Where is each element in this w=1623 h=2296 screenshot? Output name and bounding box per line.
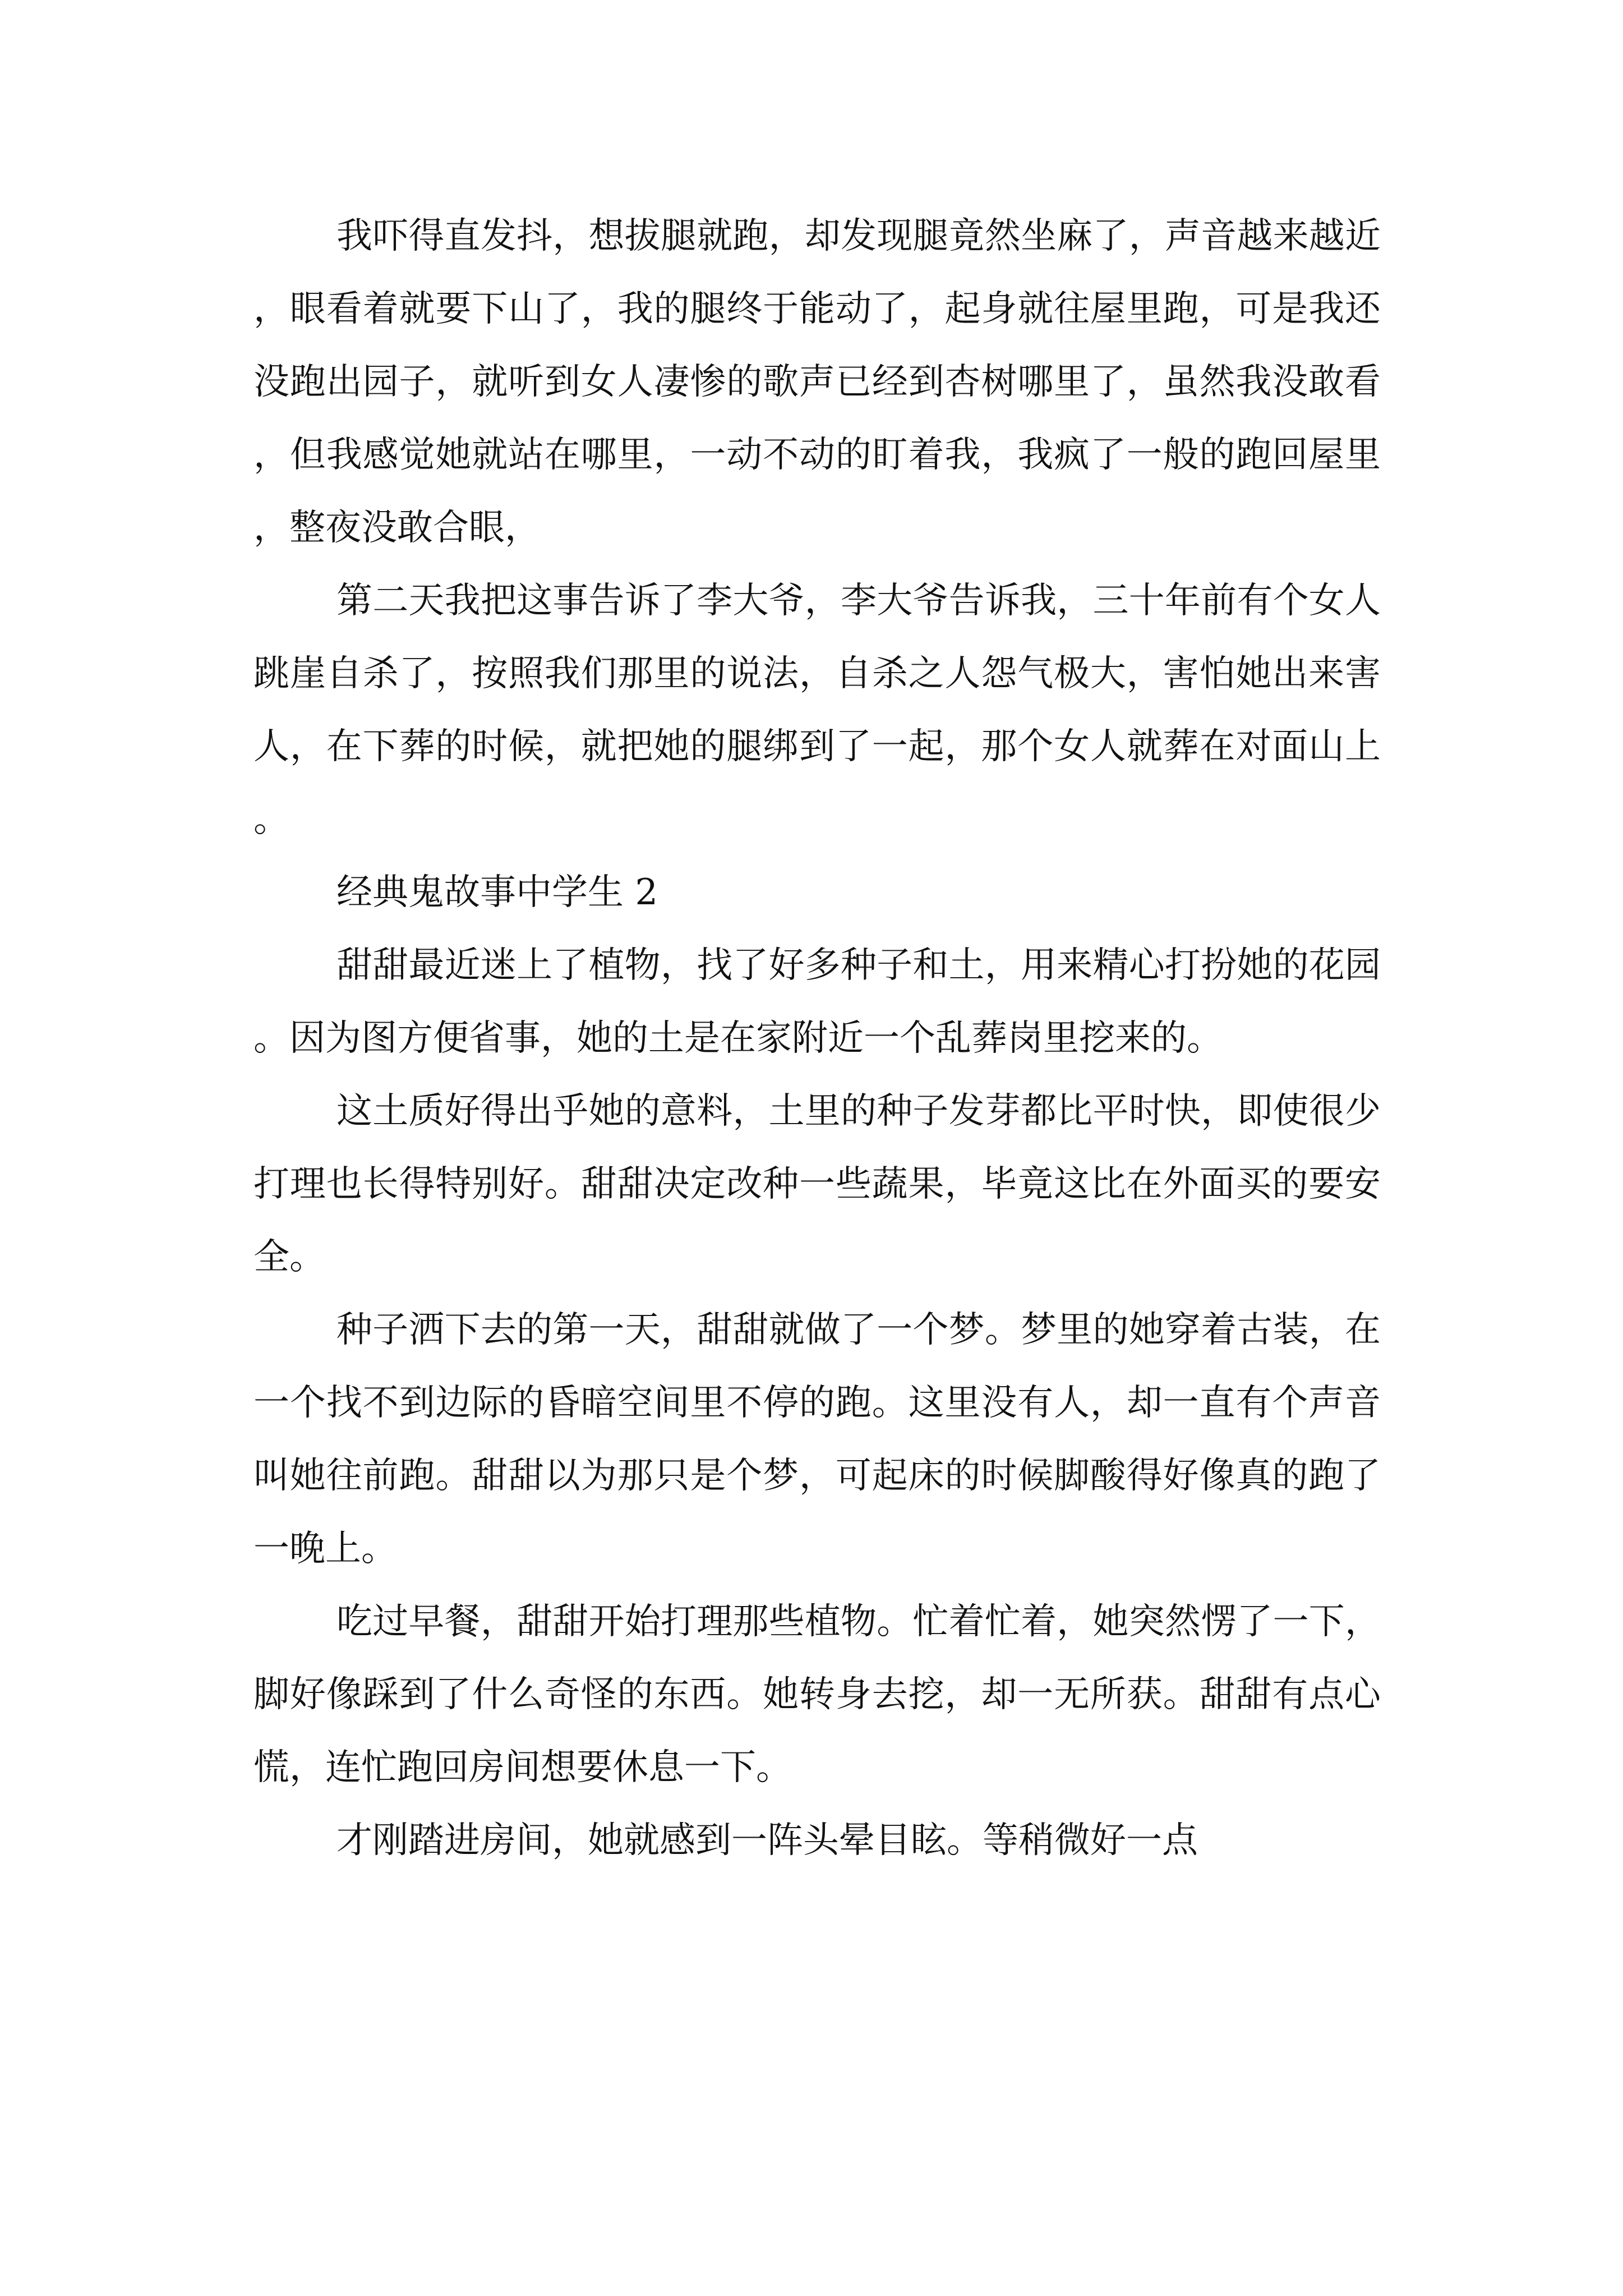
paragraph: 甜甜最近迷上了植物，找了好多种子和土，用来精心打扮她的花园。因为图方便省事，她的土是在家附近一个乱葬岗里挖来的。 — [253, 945, 1381, 1059]
section-heading: 经典鬼故事中学生 2 — [336, 872, 658, 913]
paragraph: 第二天我把这事告诉了李大爷，李大爷告诉我，三十年前有个女人跳崖自杀了，按照我们那里的说法，自杀之人怨气极大，害怕她出来害人，在下葬的时候，就把她的腿绑到了一起，那个女人就葬在对面山上。 — [253, 580, 1381, 840]
document-body — [253, 200, 1381, 1877]
paragraph: 我吓得直发抖，想拔腿就跑，却发现腿竟然坐麻了，声音越来越近，眼看着就要下山了，我的腿终于能动了，起身就往屋里跑，可是我还没跑出园子，就听到女人凄惨的歌声已经到杏树哪里了，虽然我没敢看，但我感觉她就站在哪里，一动不动的盯着我，我疯了一般的跑回屋里，整夜没敢合眼， — [253, 215, 1381, 549]
paragraph: 才刚踏进房间，她就感到一阵头晕目眩。等稍微好一点 — [336, 1820, 1198, 1861]
paragraph: 吃过早餐，甜甜开始打理那些植物。忙着忙着，她突然愣了一下，脚好像踩到了什么奇怪的东西。她转身去挖，却一无所获。甜甜有点心慌，连忙跑回房间想要休息一下。 — [253, 1601, 1381, 1788]
paragraph: 种子洒下去的第一天，甜甜就做了一个梦。梦里的她穿着古装，在一个找不到边际的昏暗空间里不停的跑。这里没有人，却一直有个声音叫她往前跑。甜甜以为那只是个梦，可起床的时候脚酸得好像真的跑了一晚上。 — [253, 1309, 1381, 1570]
paragraph: 这土质好得出乎她的意料，土里的种子发芽都比平时快，即使很少打理也长得特别好。甜甜决定改种一些蔬果，毕竟这比在外面买的要安全。 — [253, 1091, 1381, 1278]
